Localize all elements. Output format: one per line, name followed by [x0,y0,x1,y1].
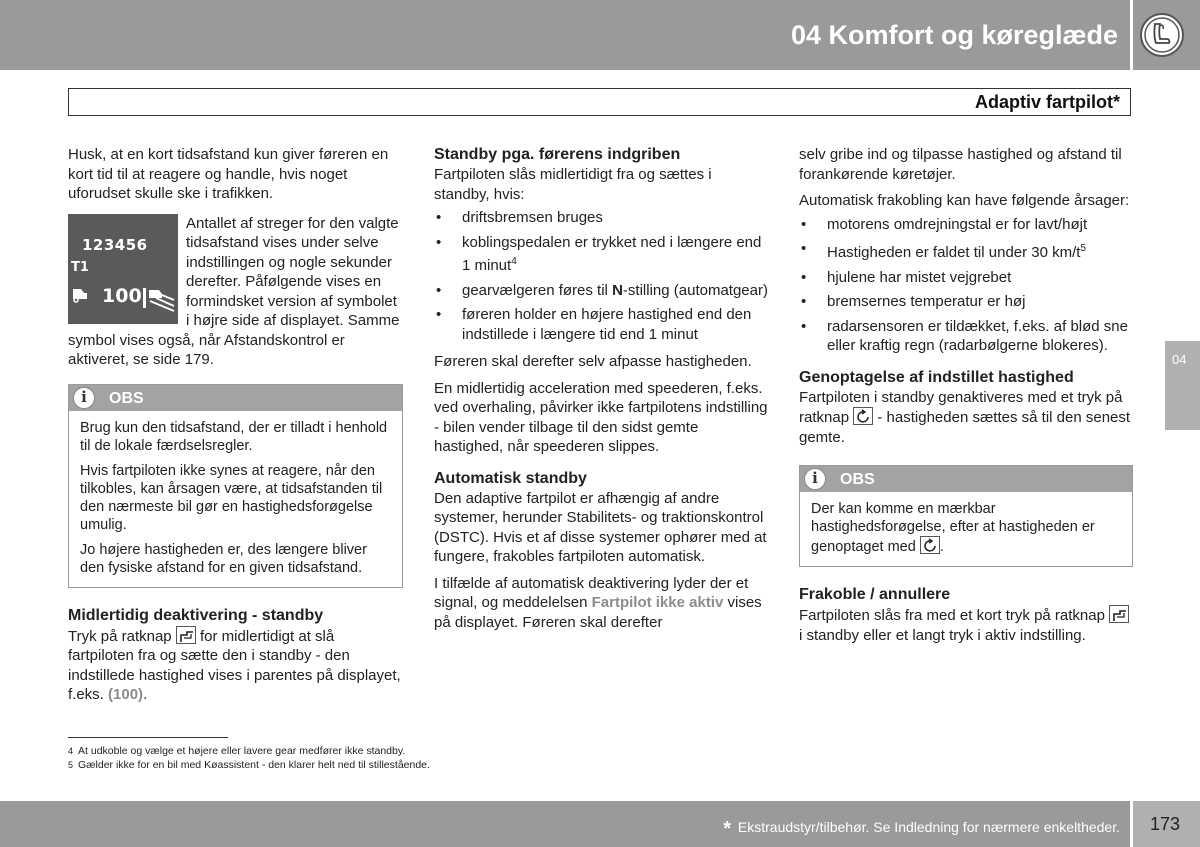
disconnect-reasons-list [799,215,1133,356]
obs-paragraph [811,500,1121,556]
column-2 [434,145,768,639]
list-item: • føreren holder en højere hastighed end den indstillede i længere tid end 1 minut [434,305,768,344]
display-figure-block [68,214,403,370]
list-item [434,281,768,301]
heading-cancel: Frakoble / annullere [799,586,951,603]
auto-standby-paragraph: Den adaptive fartpilot er afhængig af andre systemer, herunder Stabilitets- og traktionskontrol (DSTC). Hvis et af disse systemer ophører med at fungere, frakobles fartpiloten automatisk. [434,489,767,565]
list-item [434,233,768,276]
obs-body [69,411,402,587]
continuation-paragraph: selv gribe ind og tilpasse hastighed og afstand til forankørende køretøjer. [799,146,1122,183]
resume-text-b: - hastigheden sættes så til den senest gemte. [799,409,1131,446]
obs-box-1 [68,384,403,588]
standby-value: (100) [108,686,144,703]
seat-icon [1139,12,1185,58]
list-item: • motorens omdrejningstal er for lavt/højt [799,215,1133,235]
display-description: Antallet af streger for den valgte tidsafstand vises under selve indstillingen og nogle sekunder derefter. Påfølgende vises en formindsket version af symbolet i højre side af displayet. Samme symbol vises også, når Afstandskontrol er aktiveret, se side 179. [68,214,400,368]
footer-star: * [723,818,732,840]
footnote-ref: 4 [511,256,517,267]
obs-title: OBS [109,389,144,407]
obs-paragraph: Hvis fartpiloten ikke synes at reagere, når den tilkobles, kan årsagen være, at tidsafstanden til den nærmeste bil gør en hastighedsforøgelse umulig. [80,462,383,533]
signal-text-a: I tilfælde af automatisk deaktivering lyder der et signal, og meddelelsen [434,574,749,611]
standby-button-icon [1109,605,1129,623]
section-title: Adaptiv fartpilot* [974,92,1120,112]
standby-text-a: Tryk på ratknap [68,627,172,645]
adjust-paragraph: Føreren skal derefter selv afpasse hastigheden. [434,353,752,370]
footnote-5 [68,758,430,772]
obs-body [800,492,1132,566]
resume-button-icon [920,536,940,554]
standby-button-icon [176,626,196,644]
obs-text: Der kan komme en mærkbar hastighedsforøgelse, efter at hastigheden er genoptaget med [811,501,1095,555]
display-image [68,214,178,324]
obs-header [69,385,402,411]
reasons-intro: Automatisk frakobling kan have følgende årsager: [799,192,1130,209]
gear-letter: N [612,281,623,299]
column-1 [68,145,403,712]
footnote-rule [68,737,228,738]
footnotes [68,744,430,772]
obs-box-2 [799,465,1133,567]
footnote-text: Gælder ikke for en bil med Køassistent - den klarer helt ned til stillestående. [78,759,430,771]
page-number: 173 [1150,814,1181,834]
footnote-number: 4 [68,746,74,756]
list-item-text: koblingspedalen er trykket ned i længere end 1 minut [462,233,762,274]
resume-button-icon [853,407,873,425]
footer-band [0,801,1130,847]
footer-note-text: Ekstraudstyr/tilbehør. Se Indledning for nærmere enkeltheder. [737,819,1120,835]
chapter-title: 04 Komfort og køreglæde [790,20,1118,50]
list-item: • bremsernes temperatur er høj [799,292,1133,312]
chapter-tab-label: 04 [1172,352,1187,367]
list-item-text: gearvælgeren føres til [462,281,608,299]
footnote-number: 5 [68,760,74,770]
display-message: Fartpilot ikke aktiv [591,594,724,611]
footnote-ref: 5 [1080,243,1087,254]
obs-end: . [939,539,944,555]
footer-note [723,818,1120,841]
heading-auto-standby: Automatisk standby [434,469,587,487]
obs-title: OBS [840,471,875,488]
resume-paragraph [799,388,1133,448]
footnote-4 [68,744,430,758]
cancel-paragraph [799,605,1133,645]
obs-paragraph: Jo højere hastigheden er, des længere bliver den fysiske afstand for en given tidsafstand. [80,541,367,576]
obs-paragraph: Brug kun den tidsafstand, der er tilladt i henhold til de lokale færdselsregler. [80,419,388,454]
list-item: • driftsbremsen bruges [434,208,768,228]
list-item-text: -stilling (automatgear) [622,281,768,299]
signal-paragraph [434,574,768,633]
standby-reasons-list [434,208,768,344]
intro-paragraph: Husk, at en kort tidsafstand kun giver føreren en kort tid til at reagere og handle, hvis noget uforudset skulle ske i trafikken. [68,146,389,202]
obs-header [800,466,1132,492]
standby-paragraph [68,626,403,705]
list-item-text: Hastigheden er faldet til under 30 km/t [827,244,1081,261]
standby-text-b: for midlertidigt at slå fartpiloten fra og sætte den i standby - den indstillede hastighed vises i parentes på displayet, f.eks. [68,627,401,703]
column-3 [799,145,1133,652]
display-trip: T1 [71,259,89,275]
heading-driver-intervention: Standby pga. førerens indgriben [434,146,681,163]
cancel-text-a: Fartpiloten slås fra med et kort tryk på ratknap [799,607,1105,624]
car-distance-icon [71,286,91,304]
standby-end: . [143,686,148,703]
footnote-text: At udkoble og vælge et højere eller lavere gear medfører ikke standby. [78,745,406,757]
list-item [799,239,1133,263]
signal-text-b: vises på displayet. Føreren skal derefter [434,594,762,631]
display-odometer: 123456 [82,235,148,254]
heading-standby: Midlertidig deaktivering - standby [68,606,324,624]
heading-resume: Genoptagelse af indstillet hastighed [799,368,1074,386]
driver-intro: Fartpiloten slås midlertidigt fra og sættes i standby, hvis: [434,166,712,203]
list-item: • hjulene har mistet vejgrebet [799,268,1133,288]
acceleration-paragraph: En midlertidig acceleration med speederen, f.eks. ved overhaling, påvirker ikke fartpilotens indstilling - bilen vender tilbage til den sidst gemte hastighed, når speederen slippes. [434,379,768,455]
info-icon: i [73,387,95,409]
section-title-box [68,88,1131,116]
list-item: • radarsensoren er tildækket, f.eks. af blød sne eller kraftig regn (radarbølgerne blokeres). [799,317,1133,356]
cancel-text-b: i standby eller et langt tryk i aktiv indstilling. [799,626,1086,644]
info-icon: i [804,468,826,490]
resume-text-a: Fartpiloten i standby genaktiveres med et tryk på ratknap [799,388,1123,426]
display-speed: 100 [102,284,142,307]
distance-bars-icon [142,286,176,312]
